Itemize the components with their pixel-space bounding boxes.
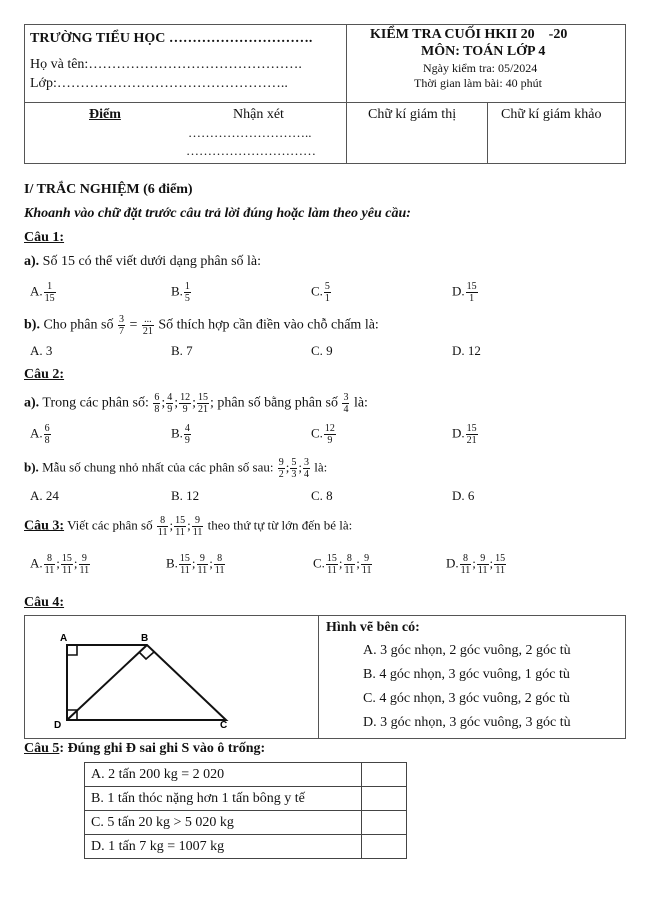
denominator: 21 <box>142 326 153 337</box>
statement-cell: D. 1 tấn 7 kg = 1007 kg <box>85 835 362 859</box>
fraction <box>179 392 191 415</box>
numerator: 8 <box>460 553 472 565</box>
denominator: 7 <box>118 326 124 337</box>
option-letter: A. <box>30 555 43 571</box>
numerator: 15 <box>198 392 209 403</box>
statement-cell: C. 5 tấn 20 kg > 5 020 kg <box>85 811 362 835</box>
numerator: 9 <box>79 553 91 565</box>
denominator: 15 <box>44 293 55 304</box>
fraction <box>44 553 56 576</box>
numerator: 15 <box>466 423 477 434</box>
fraction <box>197 392 209 415</box>
denominator: 11 <box>327 565 337 576</box>
student-name-field: Họ và tên:………………………………………. <box>30 57 302 72</box>
denominator: 11 <box>477 565 488 576</box>
fraction <box>326 553 338 576</box>
q1b-option-b[interactable]: B. 7 <box>171 343 193 358</box>
denominator: 11 <box>44 565 55 576</box>
option-letter: B. <box>171 425 183 441</box>
denominator: 4 <box>303 469 309 480</box>
q2a-prefix: a). <box>24 395 40 411</box>
answer-box[interactable] <box>362 811 407 835</box>
numerator: 9 <box>197 553 209 565</box>
denominator: 11 <box>197 565 208 576</box>
denominator: 1 <box>324 293 330 304</box>
denominator: 11 <box>157 527 168 538</box>
fraction <box>214 553 226 576</box>
q3-option-a[interactable]: A. $\frac{8}{11}$ ; $\frac{15}{11}$ ; $\frac{9}{11}$ <box>30 553 90 576</box>
denominator: 11 <box>79 565 90 576</box>
numerator: 9 <box>361 553 373 565</box>
vertex-b-label: B <box>141 633 149 644</box>
fraction <box>174 515 186 538</box>
q1b-option-a[interactable]: A. 3 <box>30 343 53 358</box>
numerator: 1 <box>44 281 56 293</box>
fraction <box>157 515 169 538</box>
denominator: 8 <box>44 435 50 446</box>
denominator: 21 <box>198 404 209 415</box>
q1b-prefix: b). <box>24 317 40 333</box>
true-false-table <box>84 762 407 859</box>
numerator: 9 <box>477 553 489 565</box>
q2b-option-c[interactable]: C. 8 <box>311 488 333 503</box>
q1a-question <box>24 254 261 270</box>
exam-date: Ngày kiểm tra: 05/2024 <box>423 61 538 75</box>
denominator: 11 <box>214 565 225 576</box>
fraction <box>197 553 209 576</box>
q2a-option-d[interactable] <box>452 423 479 446</box>
q2a-text1: Trong các phân số: <box>39 395 153 411</box>
q1a-option-b[interactable] <box>171 281 192 304</box>
q4-option-d[interactable]: D. 3 góc nhọn, 3 góc vuông, 3 góc tù <box>363 715 571 730</box>
denominator: 4 <box>343 404 349 415</box>
denominator: 11 <box>361 565 372 576</box>
q3-option-d[interactable]: D. $\frac{8}{11}$ ; $\frac{9}{11}$ ; $\frac{15}{11}$ <box>446 553 506 576</box>
q2b-option-b[interactable]: B. 12 <box>171 488 200 503</box>
fraction <box>44 423 51 446</box>
q3-text2: theo thứ tự từ lớn đến bé là: <box>204 517 353 533</box>
fraction <box>290 457 297 480</box>
exam-title: KIỂM TRA CUỐI HKII 20 -20 <box>370 27 568 42</box>
q3-label: Câu 3: <box>24 518 65 534</box>
q1a-option-d[interactable] <box>452 281 479 304</box>
trapezoid-shape <box>67 645 226 720</box>
option-letter: D. <box>446 555 459 571</box>
numerator: 4 <box>184 423 190 434</box>
numerator: 3 <box>303 457 309 468</box>
numerator: 5 <box>291 457 297 468</box>
fraction <box>179 553 191 576</box>
denominator: 9 <box>167 404 173 415</box>
comment-dots-1: ……………………….. <box>188 125 312 140</box>
numerator: 15 <box>326 553 337 564</box>
q4-box-divider <box>318 615 319 739</box>
fraction <box>184 281 191 304</box>
denominator: 11 <box>192 527 203 538</box>
fraction <box>278 457 285 480</box>
q1b-option-c[interactable]: C. 9 <box>311 343 333 358</box>
q3-question: Câu 3: Viết các phân số $\frac{8}{11}$ ; $\frac{15}{11}$ ; $\frac{9}{11}$ theo thứ tự từ lớn đến bé là: <box>24 515 353 538</box>
answer-box[interactable] <box>362 763 407 787</box>
fraction <box>192 515 204 538</box>
fraction <box>184 423 191 446</box>
table-row <box>85 787 407 811</box>
statement-cell: B. 1 tấn thóc nặng hơn 1 tấn bông y tế <box>85 787 362 811</box>
answer-box[interactable] <box>362 835 407 859</box>
q2a-text3: là: <box>350 395 368 411</box>
numerator: ... <box>142 314 154 326</box>
fraction <box>153 392 160 415</box>
proctor-signature-label: Chữ kí giám thị <box>368 107 457 122</box>
exam-duration: Thời gian làm bài: 40 phút <box>414 76 542 90</box>
class-field: Lớp:………………………………………….. <box>30 76 288 91</box>
q2b-text1: Mẫu số chung nhỏ nhất của các phân số sau: <box>38 459 277 475</box>
q1a-option-a[interactable] <box>30 281 57 304</box>
option-letter: B. <box>166 555 178 571</box>
option-letter: C. <box>311 283 323 299</box>
numerator: 12 <box>180 392 191 403</box>
fraction <box>344 553 356 576</box>
q4-option-b[interactable]: B. 4 góc nhọn, 3 góc vuông, 1 góc tù <box>363 667 570 682</box>
denominator: 11 <box>495 565 505 576</box>
q5-question <box>24 741 265 757</box>
numerator: 8 <box>214 553 226 565</box>
fraction <box>477 553 489 576</box>
q4-box-title: Hình vẽ bên có: <box>326 620 420 635</box>
q1b-text2: Số thích hợp cần điền vào chỗ chấm là: <box>154 317 379 333</box>
numerator: 6 <box>44 423 50 434</box>
q2b-prefix: b). <box>24 459 39 475</box>
fraction <box>342 392 349 415</box>
fraction <box>61 553 73 576</box>
answer-box[interactable] <box>362 787 407 811</box>
numerator: 3 <box>343 392 349 403</box>
option-letter: D. <box>452 283 465 299</box>
numerator: 9 <box>192 515 204 527</box>
numerator: 1 <box>184 281 190 292</box>
comment-label: Nhận xét <box>233 107 284 122</box>
fraction <box>361 553 373 576</box>
numerator: 9 <box>278 457 284 468</box>
fraction <box>166 392 173 415</box>
denominator: 8 <box>154 404 160 415</box>
exam-subject: MÔN: TOÁN LỚP 4 <box>421 44 546 59</box>
table-row <box>85 763 407 787</box>
vertex-a-label: A <box>60 633 68 644</box>
fraction <box>303 457 310 480</box>
section-title: I/ TRẮC NGHIỆM (6 điểm) <box>24 182 193 197</box>
school-name: TRƯỜNG TIỂU HỌC …………………………. <box>30 31 313 46</box>
option-letter: B. <box>171 283 183 299</box>
denominator: 9 <box>182 404 188 415</box>
numerator: 15 <box>466 281 477 292</box>
q2-label: Câu 2: <box>24 367 65 382</box>
numerator: 15 <box>61 553 72 564</box>
numerator: 15 <box>495 553 506 564</box>
q1a-option-c[interactable] <box>311 281 332 304</box>
denominator: 11 <box>175 527 185 538</box>
q2b-option-a[interactable]: A. 24 <box>30 488 59 503</box>
q1-label: Câu 1: <box>24 230 65 245</box>
section-instruction: Khoanh vào chữ đặt trước câu trả lời đúng hoặc làm theo yêu cầu: <box>24 206 411 221</box>
score-label: Điểm <box>89 107 121 122</box>
grader-signature-label: Chữ kí giám khảo <box>501 107 602 122</box>
fraction <box>118 314 125 337</box>
option-letter: A. <box>30 425 43 441</box>
comment-dots-2: ………………………… <box>186 143 316 158</box>
numerator: 15 <box>175 515 186 526</box>
denominator: 5 <box>184 293 190 304</box>
denominator: 3 <box>291 469 297 480</box>
table-row <box>85 835 407 859</box>
numerator: 4 <box>167 392 173 403</box>
q2b-option-d[interactable]: D. 6 <box>452 488 475 503</box>
q1b-text1: Cho phân số <box>39 317 117 333</box>
q2a-text2: phân số bằng phân số <box>213 395 342 411</box>
header-divider-v2 <box>487 102 488 164</box>
denominator: 1 <box>469 293 475 304</box>
fraction <box>466 281 478 304</box>
q4-label: Câu 4: <box>24 595 65 610</box>
fraction <box>494 553 506 576</box>
q1b-option-d[interactable]: D. 12 <box>452 343 481 358</box>
denominator: 11 <box>344 565 355 576</box>
statement-cell: A. 2 tấn 200 kg = 2 020 <box>85 763 362 787</box>
header-divider-h <box>24 102 626 103</box>
fraction <box>79 553 91 576</box>
denominator: 11 <box>180 565 190 576</box>
numerator: 3 <box>118 314 124 325</box>
q1a-text: Số 15 có thể viết dưới dạng phân số là: <box>39 254 262 269</box>
numerator: 5 <box>324 281 330 292</box>
q3-text1: Viết các phân số <box>64 517 156 533</box>
denominator: 9 <box>327 435 333 446</box>
numerator: 8 <box>157 515 169 527</box>
q2a-question: a). Trong các phân số: $\frac{6}{8}$ ; $\frac{4}{9}$ ; $\frac{12}{9}$ ; $\frac{15}{21}$ ; phân số bằng phân số $\frac{3}{4}$ là: <box>24 392 368 415</box>
numerator: 6 <box>154 392 160 403</box>
fraction <box>466 423 478 446</box>
q3-option-b[interactable]: B. $\frac{15}{11}$ ; $\frac{9}{11}$ ; $\frac{8}{11}$ <box>166 553 225 576</box>
denominator: 2 <box>278 469 284 480</box>
q4-option-a[interactable]: A. 3 góc nhọn, 2 góc vuông, 2 góc tù <box>363 643 571 658</box>
option-letter: D. <box>452 425 465 441</box>
numerator: 12 <box>324 423 335 434</box>
denominator: 9 <box>184 435 190 446</box>
q2b-text2: là: <box>310 459 328 475</box>
q1a-prefix: a). <box>24 254 40 269</box>
fraction <box>460 553 472 576</box>
denominator: 21 <box>466 435 477 446</box>
q4-option-c[interactable]: C. 4 góc nhọn, 3 góc vuông, 2 góc tù <box>363 691 570 706</box>
option-letter: C. <box>313 555 325 571</box>
header-divider-v1 <box>346 24 347 164</box>
option-letter: C. <box>311 425 323 441</box>
numerator: 8 <box>344 553 356 565</box>
vertex-c-label: C <box>220 720 228 731</box>
q2a-option-b[interactable] <box>171 423 192 446</box>
q2b-question: b). Mẫu số chung nhỏ nhất của các phân số sau: $\frac{9}{2}$ ; $\frac{5}{3}$ ; $\frac{3}{4}$ là: <box>24 457 328 480</box>
fraction <box>324 281 331 304</box>
vertex-d-label: D <box>54 720 62 731</box>
table-row <box>85 811 407 835</box>
q5-text: : Đúng ghi Đ sai ghi S vào ô trống: <box>59 741 266 756</box>
denominator: 11 <box>62 565 72 576</box>
fraction <box>142 314 154 337</box>
q2a-option-c[interactable] <box>311 423 337 446</box>
equals-sign: = <box>125 317 141 333</box>
fraction <box>324 423 336 446</box>
denominator: 11 <box>460 565 471 576</box>
trapezoid-figure <box>40 625 300 735</box>
q3-option-c[interactable]: C. $\frac{15}{11}$ ; $\frac{8}{11}$ ; $\frac{9}{11}$ <box>313 553 372 576</box>
q2a-option-a[interactable] <box>30 423 52 446</box>
option-letter: A. <box>30 283 43 299</box>
q5-label: Câu 5 <box>24 741 60 756</box>
numerator: 8 <box>44 553 56 565</box>
q1b-question <box>24 314 379 337</box>
fraction <box>44 281 56 304</box>
numerator: 15 <box>179 553 190 564</box>
